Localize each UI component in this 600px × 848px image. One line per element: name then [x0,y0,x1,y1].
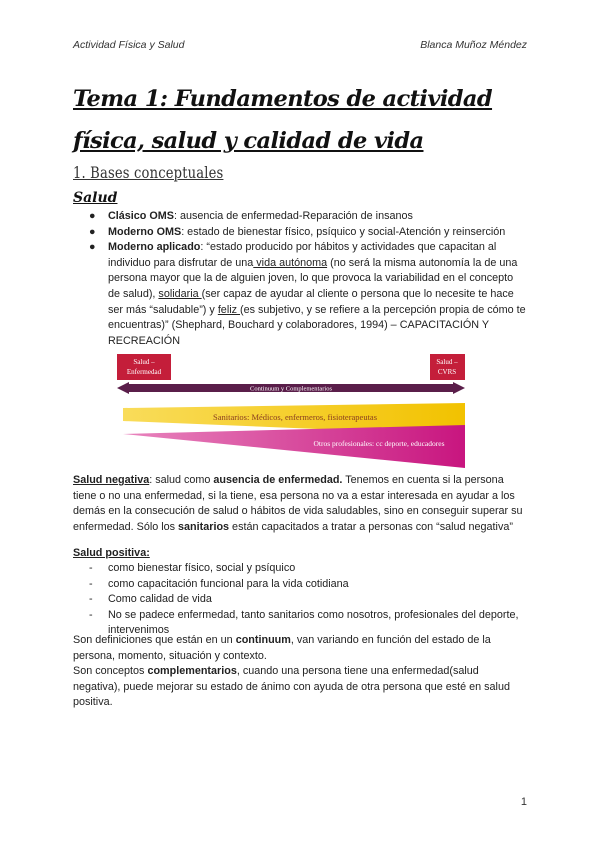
bullet-icon: ● [89,241,96,254]
dash-icon: - [89,593,93,606]
left-label-line1: Salud – [133,358,155,366]
list-item: - Como calidad de vida [73,592,528,608]
complementarios-paragraph: Son conceptos complementarios, cuando una persona tiene una enfermedad(salud negativa), puede mejorar su estado de ánimo con ayuda de otra persona que esté en salud positiva. [73,665,510,709]
arrow-label: Continuum y Complementarios [250,385,332,393]
salud-positiva-list [73,561,528,639]
header-left: Actividad Física y Salud [73,39,185,51]
bullet-icon: ● [89,210,96,222]
definitions-list [73,209,528,349]
otros-profesionales-label: Otros profesionales: cc deporte, educadores [313,439,445,448]
list-item: - No se padece enfermedad, tanto sanitarios como nosotros, profesionales del deporte, intervenimos [89,608,519,637]
list-item: ● Moderno aplicado: “estado producido por hábitos y actividades que capacitan al individuo para disfrutar de una vida autónoma (no será la misma autonomía la de una persona mayor que la de alguien joven, lo que provoca la variabilidad en el concepto de salud), solidaria (ser capaz de ayudar al cliente o persona que lo necesite te hace ser más “saludable”) y feliz (es subjetivo, y se refiere a la percepción propia de cómo te encuentras)” (Shephard, Bouchard y colaboradores, 1994) – CAPACITACIÓN Y RECREACIÓN [89,241,526,347]
page-title: Tema 1: Fundamentos de actividad física, salud y calidad de vida [73,86,493,154]
salud-negativa-paragraph: Salud negativa: salud como ausencia de enfermedad. Tenemos en cuenta si la persona tiene o no una enfermedad, si la tiene, esa persona no va a estar interesada en ayudar a los demás en la consecución de salud o hábitos de vida saludables, sino en conseguir superar su enfermedad. Sólo los sanitarios están capacitados a tratar a personas con “salud negativa” [73,474,523,533]
continuum-paragraph: Son definiciones que están en un continuum, van variando en función del estado de la persona, momento, situación y contexto. [73,634,491,662]
dash-icon: - [89,608,93,621]
section-title: 1. Bases conceptuales [73,163,224,182]
header-right: Blanca Muñoz Méndez [420,39,527,51]
page-number: 1 [520,796,527,808]
list-item: - como bienestar físico, social y psíquico [73,561,528,577]
dash-icon: - [89,562,93,574]
right-label-line1: Salud – [436,358,458,366]
sanitarios-label: Sanitarios: Médicos, enfermeros, fisioterapeutas [212,412,378,422]
dash-icon: - [89,577,93,590]
salud-positiva-heading: Salud positiva: [73,547,150,559]
left-label-line2: Enfermedad [126,368,162,376]
health-continuum-diagram [117,351,465,469]
list-item: ● Clásico OMS: ausencia de enfermedad-Reparación de insanos [73,209,528,225]
subsection-title: Salud [73,190,118,206]
list-item: - como capacitación funcional para la vida cotidiana [73,577,528,593]
bullet-icon: ● [89,225,96,238]
list-item: ● Moderno OMS: estado de bienestar físico, psíquico y social-Atención y reinserción [73,225,528,241]
right-label-line2: CVRS [437,368,457,376]
